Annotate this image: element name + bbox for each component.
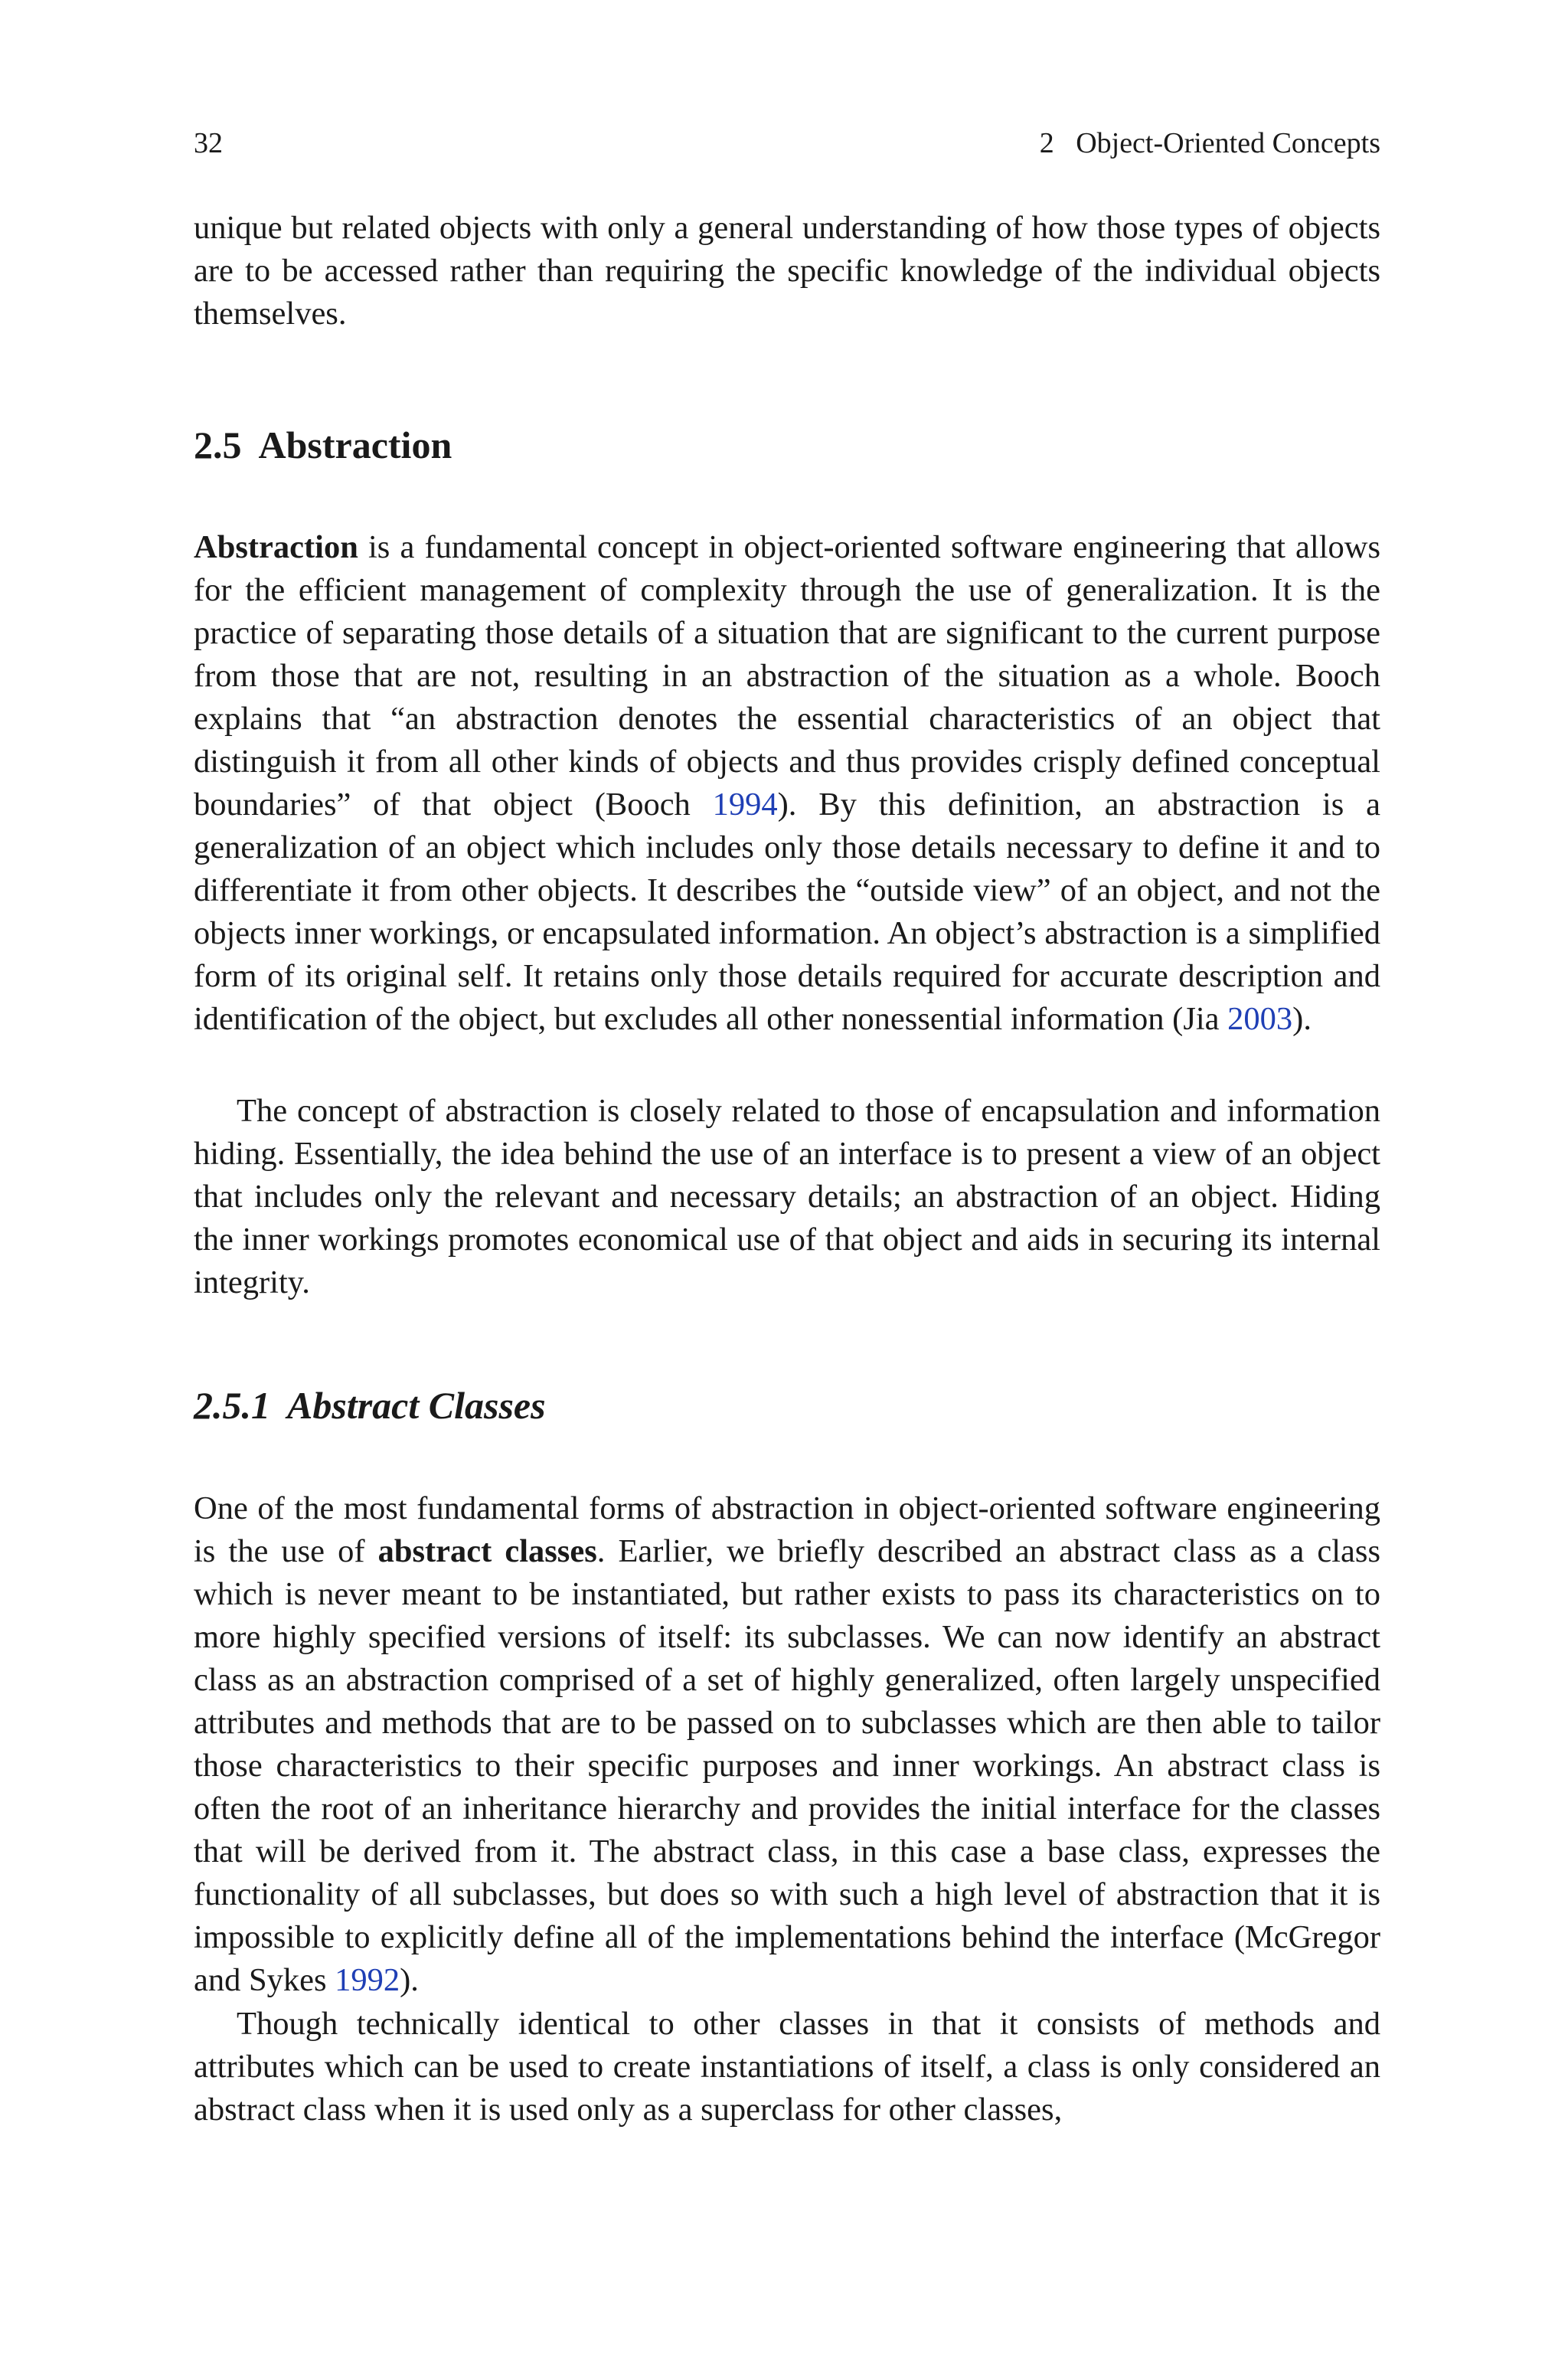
paragraph-abstraction-text-1: is a fundamental concept in object-oriented software engineering that allows for the efficient management of complexity through the use of generalization. It is the practice of separating those details of a situation that are significant to the current purpose from those that are not, resulting in an abstraction of the situation as a whole. Booch explains that “an abstraction denotes the essential characteristics of an object that distinguish it from all other kinds of objects and thus provides crisply defined conceptual boundaries” of that object (Booch [194, 529, 1380, 823]
section-number: 2.5 [194, 424, 242, 466]
subsection-heading [194, 1382, 546, 1428]
section-heading [194, 422, 452, 468]
paragraph-abstraction [194, 526, 1380, 1041]
paragraph-abstract-classes-text-1: One of the most fundamental forms of abstraction in object-oriented software engineering is the use of [194, 1490, 1380, 1569]
paragraph-abstraction-text-2: ). By this definition, an abstraction is a generalization of an object which includes only those details necessary to define it and to differentiate it from other objects. It describes the “outside view” of an object, and not the objects inner workings, or encapsulated information. An object’s abstraction is a simplified form of its original self. It retains only those details required for accurate description and identification of the object, but excludes all other nonessential information (Jia [194, 787, 1380, 1037]
paragraph-encapsulation: The concept of abstraction is closely related to those of encapsulation and information hiding. Essentially, the idea behind the use of an interface is to present a view of an object that includes only the relevant and necessary details; an abstraction of an object. Hiding the inner workings promotes economical use of that object and aids in securing its internal integrity. [194, 1093, 1380, 1300]
page-number: 32 [194, 127, 223, 159]
chapter-title: 2 Object-Oriented Concepts [1039, 127, 1380, 159]
citation-link-booch-1994[interactable]: 1994 [712, 787, 778, 823]
paragraph-abstract-classes [194, 1487, 1380, 2002]
term-abstract-classes: abstract classes [377, 1533, 597, 1569]
paragraph-abstract-classes-text-2: . Earlier, we briefly described an abstract class as a class which is never meant to be instantiated, but rather exists to pass its characteristics on to more highly specified versions of itself: its subclasses. We can now identify an abstract class as an abstraction comprised of a set of highly generalized, often largely unspecified attributes and methods that are to be passed on to subclasses which are then able to tailor those characteristics to their specific purposes and inner workings. An abstract class is often the root of an inheritance hierarchy and provides the initial interface for the classes that will be derived from it. The abstract class, in this case a base class, expresses the functionality of all subclasses, but does so with such a high level of abstraction that it is impossible to explicitly define all of the implementations behind the interface (McGregor and Sykes [194, 1533, 1380, 1998]
paragraph-abstract-classes-text-3: ). [400, 1962, 419, 1998]
term-abstraction: Abstraction [194, 529, 358, 565]
running-head [194, 124, 1380, 162]
section-title: Abstraction [258, 424, 452, 466]
paragraph-superclass: Though technically identical to other classes in that it consists of methods and attributes which can be used to create instantiations of itself, a class is only considered an abstract class when it is used only as a superclass for other classes, [194, 2006, 1380, 2128]
paragraph-continued: unique but related objects with only a general understanding of how those types of objects are to be accessed rather than requiring the specific knowledge of the individual objects themselves. [194, 210, 1380, 332]
subsection-number: 2.5.1 [194, 1384, 270, 1427]
citation-link-mcgregor-sykes-1992[interactable]: 1992 [335, 1962, 400, 1998]
book-page [194, 0, 1380, 2378]
subsection-title: Abstract Classes [287, 1384, 546, 1427]
paragraph-abstraction-text-3: ). [1292, 1001, 1312, 1037]
citation-link-jia-2003[interactable]: 2003 [1227, 1001, 1293, 1037]
